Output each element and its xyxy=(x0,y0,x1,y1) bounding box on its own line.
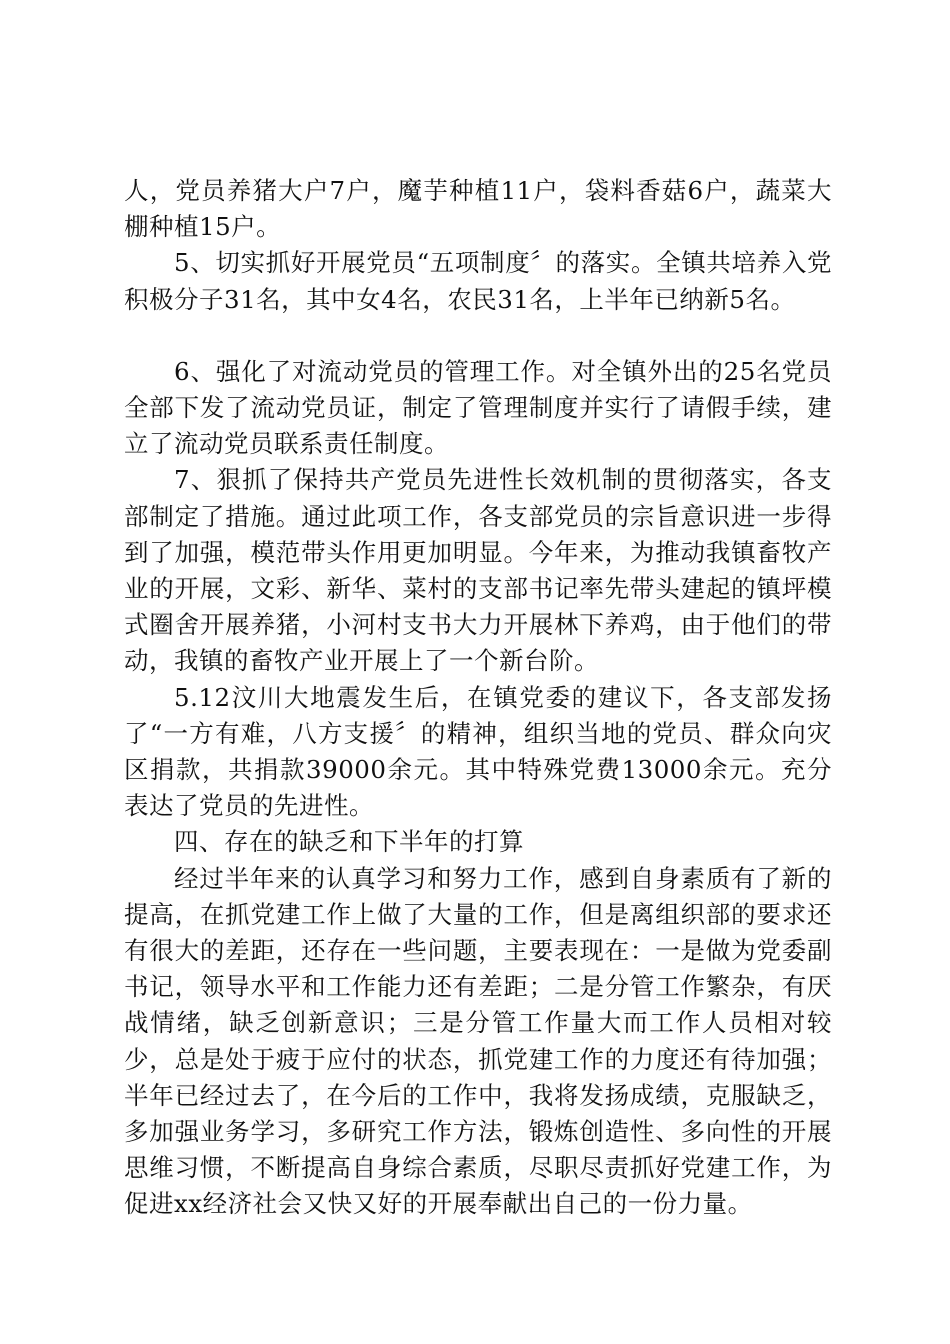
paragraph-item-7: 7、狠抓了保持共产党员先进性长效机制的贯彻落实，各支部制定了措施。通过此项工作，各支部党员的宗旨意识进一步得到了加强，模范带头作用更加明显。今年来，为推动我镇畜牧产业的开展，文彩、新华、菜村的支部书记率先带头建起的镇坪模式圈舍开展养猪，小河村支书大力开展林下养鸡，由于他们的带动，我镇的畜牧产业开展上了一个新台阶。 xyxy=(124,465,832,676)
section-heading-four: 四、存在的缺乏和下半年的打算 xyxy=(174,827,524,857)
paragraph-item-5: 5、切实抓好开展党员“五项制度〞的落实。全镇共培养入党积极分子31名，其中女4名，农民31名，上半年已纳新5名。 xyxy=(124,248,832,314)
paragraph-earthquake-donation: 5.12汶川大地震发生后，在镇党委的建议下，各支部发扬了“一方有难，八方支援〞的精神，组织当地的党员、群众向灾区捐款，共捐款39000余元。其中特殊党费13000余元。充分表达了党员的先进性。 xyxy=(124,682,832,821)
paragraph-gap xyxy=(124,318,832,354)
document-body xyxy=(124,173,832,1223)
paragraph-item-6: 6、强化了对流动党员的管理工作。对全镇外出的25名党员全部下发了流动党员证，制定了管理制度并实行了请假手续，建立了流动党员联系责任制度。 xyxy=(124,356,832,459)
paragraph-continuation: 人，党员养猪大户7户，魔芋种植11户，袋料香菇6户，蔬菜大棚种植15户。 xyxy=(124,176,832,242)
paragraph-summary: 经过半年来的认真学习和努力工作，感到自身素质有了新的提高，在抓党建工作上做了大量的工作，但是离组织部的要求还有很大的差距，还存在一些问题，主要表现在：一是做为党委副书记，领导水平和工作能力还有差距；二是分管工作繁杂，有厌战情绪，缺乏创新意识；三是分管工作量大而工作人员相对较少，总是处于疲于应付的状态，抓党建工作的力度还有待加强；半年已经过去了，在今后的工作中，我将发扬成绩，克服缺乏，多加强业务学习，多研究工作方法，锻炼创造性、多向性的开展思维习惯，不断提高自身综合素质，尽职尽责抓好党建工作，为促进xx经济社会又快又好的开展奉献出自己的一份力量。 xyxy=(124,863,832,1219)
